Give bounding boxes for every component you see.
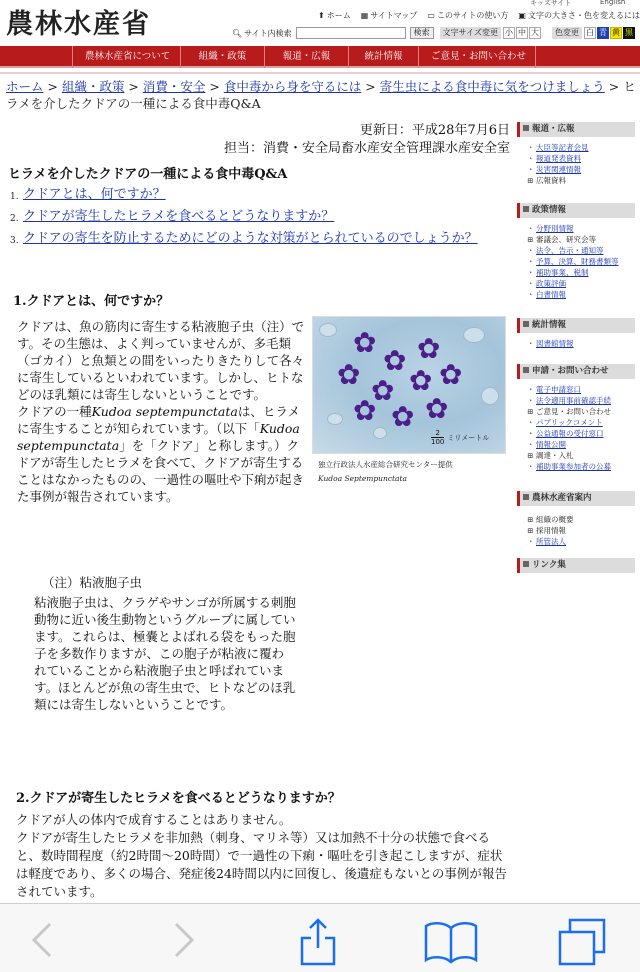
breadcrumb-current: ヒラメを介したクドアの一種による食中毒Q&A: [6, 79, 636, 111]
howto-link-label: このサイトの使い方: [436, 11, 509, 20]
color-change-label: 色変更: [552, 27, 582, 39]
nav-organization-policy[interactable]: 組織・政策: [180, 46, 264, 68]
bullet-icon: ・: [527, 143, 535, 152]
sitemap-link[interactable]: [361, 10, 418, 21]
sidebar-expandable[interactable]: ご意見・お問い合わせ: [536, 407, 611, 416]
sidebar-link[interactable]: 報道発表資料: [536, 154, 581, 163]
section-1-paragraph-2a: クドアの一種: [17, 404, 92, 419]
toc-link-2[interactable]: クドアが寄生したヒラメを食べるとどうなりますか？: [23, 209, 335, 224]
sidebar-item[interactable]: [527, 439, 635, 450]
bullet-icon: ・: [527, 224, 535, 233]
site-logo[interactable]: 農林水産省: [6, 9, 151, 40]
sidebar-heading: [517, 318, 635, 333]
scale-numerator: 2: [431, 429, 444, 438]
spore-icon: ✿: [383, 344, 407, 377]
back-icon[interactable]: [28, 918, 58, 962]
sidebar-ministry-guide: [517, 491, 635, 547]
bullet-icon: ・: [527, 462, 535, 471]
accessibility-link-label: 文字の大きさ・色を変えるには: [527, 11, 640, 20]
bullet-icon: ・: [527, 339, 535, 348]
sidebar-item[interactable]: [527, 234, 635, 245]
search-input[interactable]: [296, 27, 406, 39]
utility-links: [318, 10, 640, 21]
forward-icon[interactable]: [168, 918, 198, 962]
scale-fraction: [431, 429, 444, 446]
color-yellow-button[interactable]: 黄: [611, 28, 620, 37]
sidebar-link[interactable]: 政策評価: [536, 279, 566, 288]
share-icon[interactable]: [298, 916, 338, 966]
breadcrumb-home[interactable]: ホーム: [6, 79, 44, 94]
photo-credit: 独立行政法人水産総合研究センター提供: [318, 460, 453, 469]
sidebar-heading: [517, 491, 635, 506]
sidebar-policy: [517, 203, 635, 300]
sidebar-list: [517, 379, 635, 472]
sidebar-item[interactable]: [527, 417, 635, 428]
sidebar-item[interactable]: [527, 461, 635, 472]
breadcrumb-sep: >: [205, 79, 224, 94]
sidebar-item[interactable]: [527, 525, 635, 536]
sidebar-link[interactable]: 図書館情報: [536, 339, 574, 348]
sidebar-heading-label: リンク集: [532, 560, 566, 570]
sidebar-item[interactable]: [527, 153, 635, 164]
font-size-small-button[interactable]: 小: [504, 28, 513, 37]
kudoa-micrograph: [312, 316, 506, 454]
note-heading: （注）粘液胞子虫: [42, 575, 143, 590]
breadcrumb-parasites[interactable]: 寄生虫による食中毒に気をつけましょう: [379, 79, 605, 94]
breadcrumb: [6, 78, 636, 112]
bullet-icon: ・: [527, 440, 535, 449]
bullet-icon: ・: [527, 290, 535, 299]
sidebar-link[interactable]: 所管法人: [536, 537, 566, 546]
spore-icon: ✿: [371, 374, 395, 407]
scale-bar: [431, 429, 489, 446]
sidebar-item[interactable]: [527, 338, 635, 349]
spore-icon: ✿: [353, 394, 377, 427]
table-of-contents: [10, 185, 502, 251]
section-1-body: [17, 318, 307, 505]
font-size-label: 文字サイズ変更: [440, 27, 501, 39]
sidebar-link[interactable]: 大臣等記者会見: [536, 143, 589, 152]
sidebar-expandable[interactable]: 審議会、研究会等: [536, 235, 596, 244]
sidebar-link[interactable]: 公益通報の受付窓口: [536, 429, 604, 438]
spore-icon: ✿: [409, 364, 433, 397]
department-in-charge: 担当：消費・安全局畜水産安全管理課水産安全室: [223, 141, 510, 156]
tabs-icon[interactable]: [556, 918, 608, 966]
sidebar-list: [517, 333, 635, 349]
section-1-heading: 1.クドアとは、何ですか？: [13, 294, 170, 309]
color-white-button[interactable]: 白: [585, 28, 594, 37]
sidebar-link[interactable]: 法令、告示・通知等: [536, 246, 604, 255]
sidebar-item[interactable]: [527, 289, 635, 300]
browser-toolbar: [0, 903, 640, 972]
toc-number: 3.: [10, 236, 19, 246]
howto-link[interactable]: [427, 10, 508, 21]
section-1-paragraph-2c: は、ヒラメに寄生することが知られています。（以下「: [17, 404, 300, 436]
sidebar-heading: [517, 364, 635, 379]
square-bullet-icon: [523, 494, 529, 500]
cell-blob: [481, 387, 499, 405]
sidebar-heading[interactable]: [517, 558, 635, 573]
sidebar-item[interactable]: [527, 142, 635, 153]
section-2-paragraph-1: クドアが人の体内で成育することはありません。: [16, 812, 292, 827]
monitor-icon: ▭: [427, 11, 435, 20]
home-icon: ⬆: [318, 11, 325, 20]
toc-number: 1.: [10, 192, 19, 202]
sidebar-item[interactable]: [527, 245, 635, 256]
sidebar-heading-label: 統計情報: [532, 320, 567, 330]
font-size-medium-button[interactable]: 中: [517, 28, 526, 37]
spore-icon: ✿: [337, 358, 361, 391]
nav-about[interactable]: 農林水産省について: [72, 46, 180, 68]
cell-blob: [373, 427, 387, 439]
expand-icon: ⊞: [527, 451, 534, 460]
search-button[interactable]: 検索: [410, 27, 434, 39]
home-link-label: ホーム: [326, 11, 351, 20]
expand-icon: ⊞: [527, 515, 534, 524]
breadcrumb-sep: >: [604, 79, 624, 94]
sidebar-link[interactable]: 電子申請窓口: [536, 385, 581, 394]
bullet-icon: ・: [527, 396, 535, 405]
toc-item: [10, 229, 502, 251]
sidebar-links: [517, 558, 635, 573]
bullet-icon: ・: [527, 418, 535, 427]
bullet-icon: ・: [527, 385, 535, 394]
sidebar-heading: [517, 203, 635, 218]
sidebar-expandable[interactable]: 採用情報: [536, 526, 566, 535]
spore-icon: ✿: [353, 326, 377, 359]
square-bullet-icon: [523, 206, 529, 212]
breadcrumb-consumer-safety[interactable]: 消費・安全: [142, 79, 206, 94]
photo-caption: Kudoa Septempunctata: [318, 474, 408, 483]
expand-icon: ⊞: [527, 526, 534, 535]
sidebar-press: [517, 122, 635, 186]
sidebar-link[interactable]: 災害関連情報: [536, 165, 581, 174]
breadcrumb-sep: >: [361, 79, 380, 94]
spore-icon: ✿: [439, 358, 463, 391]
section-2-heading: 2.クドアが寄生したヒラメを食べるとどうなりますか？: [16, 791, 341, 806]
nav-statistics[interactable]: 統計情報: [348, 46, 418, 68]
sitemap-link-label: サイトマップ: [370, 11, 418, 20]
color-blue-button[interactable]: 青: [598, 28, 607, 37]
sidebar-item[interactable]: [527, 256, 635, 267]
sidebar-item[interactable]: [527, 406, 635, 417]
expand-icon: ⊞: [527, 176, 534, 185]
breadcrumb-sep: >: [43, 79, 62, 94]
scale-unit: ミリメートル: [447, 433, 490, 442]
breadcrumb-sep: >: [124, 79, 143, 94]
sidebar-item[interactable]: [527, 223, 635, 234]
updated-date: 更新日：平成28年7月6日: [359, 123, 510, 138]
color-black-button[interactable]: 黒: [624, 28, 633, 37]
nav-press[interactable]: 報道・広報: [264, 46, 348, 68]
cell-blob: [327, 413, 343, 425]
cell-blob: [319, 323, 337, 337]
search-bar: [232, 27, 636, 39]
nav-divider: [0, 72, 640, 74]
cell-blob: [463, 327, 485, 343]
sidebar-list: [517, 137, 635, 186]
bullet-icon: ・: [527, 246, 535, 255]
square-bullet-icon: [523, 561, 529, 567]
search-icon: 🔍︎: [232, 28, 243, 38]
sidebar-item[interactable]: [527, 164, 635, 175]
sidebar-link[interactable]: パブリックコメント: [536, 418, 603, 427]
toc-number: 2.: [10, 214, 19, 224]
breadcrumb-food-poisoning[interactable]: 食中毒から身を守るには: [223, 79, 362, 94]
global-nav: [0, 46, 640, 68]
sidebar-item[interactable]: [527, 395, 635, 406]
sidebar-heading-label: 報道・広報: [532, 124, 575, 134]
sidebar-item[interactable]: [527, 536, 635, 547]
spore-icon: ✿: [425, 392, 449, 425]
sidebar-item[interactable]: [527, 267, 635, 278]
bullet-icon: ・: [527, 537, 535, 546]
sidebar-link[interactable]: 白書情報: [536, 290, 566, 299]
sidebar-item[interactable]: [527, 278, 635, 289]
section-2-paragraph-2: クドアが寄生したヒラメを非加熱（刺身、マリネ等）又は加熱不十分の状態で食べると、数時間程度（約2時間〜20時間）で一過性の下痢・嘔吐を引き起こしますが、症状は軽度であり、多くの場合、発症後24時間以内に回復し、後遺症もないとの事例が報告されています。: [16, 830, 507, 899]
site-header: [0, 0, 640, 44]
section-2-body: [16, 811, 510, 901]
section-1-paragraph-1: クドアは、魚の筋肉に寄生する粘液胞子虫（注）です。その生態は、よく判っていませんが、多毛類（ゴカイ）と魚類との間をいったりきたりして各々に寄生しているといわれています。しかし、ヒトなどのほ乳類には寄生しないということです。: [17, 319, 305, 402]
sidebar-item[interactable]: [527, 384, 635, 395]
note-body: 粘液胞子虫は、クラゲやサンゴが所属する刺胞動物に近い後生動物というグループに属しています。これらは、極嚢とよばれる袋をもった胞子を多数作りますが、この胞子が粘液に覆われていることから粘液胞子虫と呼ばれています。ほとんどが魚の寄生虫で、ヒトなどのほ乳類には寄生しないということです。: [34, 595, 296, 712]
bullet-icon: ・: [527, 429, 535, 438]
sidebar-expandable[interactable]: 組織の概要: [536, 515, 574, 524]
toc-item: [10, 207, 502, 229]
square-bullet-icon: [523, 321, 529, 327]
home-link[interactable]: [318, 10, 351, 21]
sidebar-applications: [517, 364, 635, 472]
sidebar-link[interactable]: 情報公開: [536, 440, 566, 449]
toc-item: [10, 185, 502, 207]
sidebar-heading-label: 政策情報: [532, 205, 567, 215]
page-title: ヒラメを介したクドアの一種による食中毒Q&A: [8, 167, 288, 182]
sidebar-link[interactable]: 法令適用事前確認手続: [536, 396, 611, 405]
species-name: Kudoa septempunctata: [17, 421, 300, 453]
breadcrumb-organization[interactable]: 組織・政策: [61, 79, 125, 94]
expand-icon: ⊞: [527, 407, 534, 416]
bullet-icon: ・: [527, 257, 535, 266]
bullet-icon: ・: [527, 268, 535, 277]
sitemap-icon: ▦: [360, 11, 369, 20]
kids-site-link[interactable]: キッズサイト: [530, 0, 572, 7]
nav-contact[interactable]: ご意見・お問い合わせ: [418, 46, 536, 68]
species-name: Kudoa septempunctata: [91, 404, 238, 419]
toc-link-3[interactable]: クドアの寄生を防止するためにどのような対策がとられているのでしょうか？: [23, 231, 478, 246]
info-icon: ▣: [518, 11, 526, 20]
sidebar-expandable[interactable]: 広報資料: [536, 176, 566, 185]
toc-link-1[interactable]: クドアとは、何ですか？: [23, 187, 166, 202]
bullet-icon: ・: [527, 165, 535, 174]
english-link[interactable]: English: [600, 0, 626, 6]
spore-icon: ✿: [391, 400, 415, 433]
sidebar-item[interactable]: [527, 450, 635, 461]
square-bullet-icon: [523, 125, 529, 131]
bullet-icon: ・: [527, 279, 535, 288]
font-size-large-button[interactable]: 大: [530, 28, 539, 37]
section-1-paragraph-2e: 」を「クドア」と称します。）クドアが寄生したヒラメを食べて、クドアが寄生することはなかったものの、一過性の嘔吐や下痢が起きた事例が報告されています。: [17, 438, 305, 504]
bookmarks-icon[interactable]: [424, 920, 478, 964]
sidebar-item[interactable]: [527, 514, 635, 525]
sidebar-list: [517, 506, 635, 547]
sidebar-heading-label: 農林水産省案内: [532, 493, 592, 503]
sidebar-heading: [517, 122, 635, 137]
accessibility-link[interactable]: [518, 10, 640, 21]
bullet-icon: ・: [527, 154, 535, 163]
sidebar-link[interactable]: 分野別情報: [536, 224, 574, 233]
sidebar-list: [517, 218, 635, 300]
expand-icon: ⊞: [527, 235, 534, 244]
sidebar-link[interactable]: 補助事業、税制: [536, 268, 589, 277]
sidebar-heading-label: 申請・お問い合わせ: [532, 366, 609, 376]
sidebar-link[interactable]: 予算、決算、財務書類等: [536, 257, 619, 266]
sidebar-link[interactable]: 補助事業参加者の公募: [536, 462, 611, 471]
sidebar-statistics: [517, 318, 635, 349]
scale-denominator: 100: [431, 438, 445, 446]
sidebar-item[interactable]: [527, 428, 635, 439]
sidebar-item[interactable]: [527, 175, 635, 186]
square-bullet-icon: [523, 367, 529, 373]
sidebar-expandable[interactable]: 調達・入札: [536, 451, 574, 460]
spore-icon: ✿: [417, 332, 441, 365]
search-label: サイト内検索: [244, 28, 292, 38]
